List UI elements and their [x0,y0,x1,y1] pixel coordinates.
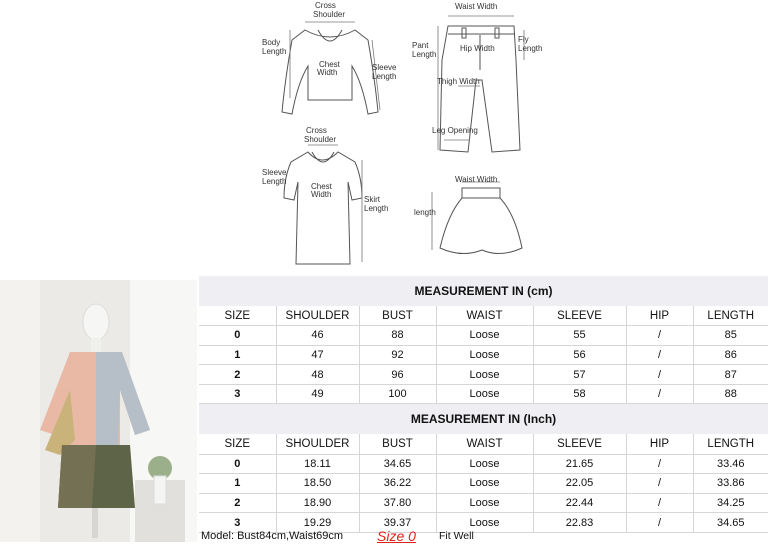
pants-thigh-width-label: Thigh Width [437,77,480,86]
table-cell: 34.25 [693,493,768,513]
table-cell: Loose [436,384,533,404]
dress-sleeve-length-label-2: Length [262,177,287,186]
pants-labels [412,2,542,135]
dress-skirt-length-label-1: Skirt [364,195,380,204]
size-cell: 3 [199,513,276,533]
table-cell: Loose [436,513,533,533]
table-row [199,384,768,404]
table-cell: 18.50 [276,474,359,494]
table-cell: / [626,454,693,474]
dress-skirt-length-label-2: Length [364,204,389,213]
table-cell: 18.11 [276,454,359,474]
table-cell: 37.80 [359,493,436,513]
dress-cross-shoulder-label-2: Shoulder [304,135,337,144]
model-measurements: Model: Bust84cm,Waist69cm [201,530,344,542]
table-cell: 55 [533,326,626,346]
dress-chest-width-label-2: Width [311,190,332,199]
garment-diagrams [0,0,768,274]
table-cell: 21.65 [533,454,626,474]
dress-drawing [284,152,362,264]
header-cell: SLEEVE [533,434,626,454]
table-row [199,365,768,385]
table-cell: 58 [533,384,626,404]
table-cell: Loose [436,493,533,513]
table-row [199,474,768,494]
table-cell: 19.29 [276,513,359,533]
header-cell: SIZE [199,306,276,326]
size-cell: 3 [199,384,276,404]
table-cell: 92 [359,345,436,365]
skirt-waist-width-label: Waist Width [455,175,498,184]
table-cell: 86 [693,345,768,365]
top-sleeve-length-label-1: Sleeve [372,63,397,72]
header-cell: WAIST [436,306,533,326]
mannequin-illustration [0,280,197,542]
size-cell: 2 [199,365,276,385]
table-row [199,326,768,346]
pants-fly-length-label-1: Fly [518,35,529,44]
header-cell: BUST [359,306,436,326]
pants-length-label-2: Length [412,50,437,59]
table-cell: 47 [276,345,359,365]
table-row [199,345,768,365]
table-cell: 48 [276,365,359,385]
pants-waist-width-label: Waist Width [455,2,498,11]
table-cell: 22.83 [533,513,626,533]
size-tables [199,276,768,533]
model-footer [199,526,768,548]
table-cell: / [626,493,693,513]
dress-chest-width-label-1: Chest [311,182,332,191]
table-cell: 34.65 [693,513,768,533]
skirt-drawing [440,188,522,254]
table-cell: 22.05 [533,474,626,494]
inch-size-table [199,434,768,532]
pants-leg-opening-label: Leg Opening [432,126,478,135]
table-cell: 18.90 [276,493,359,513]
size-cell: 0 [199,326,276,346]
table-cell: / [626,474,693,494]
top-chest-width-label-1: Chest [319,60,340,69]
header-cell: SHOULDER [276,306,359,326]
model-size: Size 0 [377,528,416,544]
cm-size-table [199,306,768,404]
cm-table-title: MEASUREMENT IN (cm) [199,276,768,306]
table-cell: 36.22 [359,474,436,494]
table-cell: 85 [693,326,768,346]
fit-note: Fit Well [439,530,474,542]
table-cell: 88 [359,326,436,346]
table-cell: / [626,365,693,385]
table-cell: Loose [436,326,533,346]
dress-cross-shoulder-label-1: Cross [306,126,327,135]
size-cell: 0 [199,454,276,474]
pants-hip-width-label: Hip Width [460,44,495,53]
table-cell: / [626,513,693,533]
table-cell: 22.44 [533,493,626,513]
table-cell: 88 [693,384,768,404]
table-cell: 34.65 [359,454,436,474]
header-cell: SLEEVE [533,306,626,326]
table-cell: 49 [276,384,359,404]
top-body-length-label-2: Length [262,47,287,56]
table-cell: / [626,345,693,365]
top-chest-width-label-2: Width [317,68,338,77]
table-cell: 100 [359,384,436,404]
size-cell: 2 [199,493,276,513]
pants-length-label-1: Pant [412,41,429,50]
table-row [199,493,768,513]
header-cell: WAIST [436,434,533,454]
table-cell: 46 [276,326,359,346]
dress-sleeve-length-label-1: Sleeve [262,168,287,177]
table-cell: 39.37 [359,513,436,533]
skirt-length-label: length [414,208,436,217]
pants-fly-length-label-2: Length [518,44,543,53]
table-cell: 33.46 [693,454,768,474]
table-cell: 96 [359,365,436,385]
top-sleeve-length-label-2: Length [372,72,397,81]
size-cell: 1 [199,474,276,494]
table-cell: / [626,326,693,346]
table-cell: 87 [693,365,768,385]
table-cell: Loose [436,474,533,494]
product-photo [0,280,197,542]
table-cell: Loose [436,345,533,365]
header-cell: LENGTH [693,434,768,454]
top-cross-shoulder-label-1: Cross [315,1,336,10]
header-cell: SIZE [199,434,276,454]
inch-table-title: MEASUREMENT IN (Inch) [199,404,768,434]
table-header-row [199,434,768,454]
header-cell: HIP [626,306,693,326]
table-cell: 57 [533,365,626,385]
size-cell: 1 [199,345,276,365]
table-row [199,454,768,474]
header-cell: LENGTH [693,306,768,326]
table-cell: / [626,384,693,404]
table-cell: 33.86 [693,474,768,494]
skirt-labels [414,175,497,217]
table-cell: Loose [436,365,533,385]
dress-labels [262,126,388,213]
table-cell: 56 [533,345,626,365]
header-cell: BUST [359,434,436,454]
header-cell: HIP [626,434,693,454]
measurement-diagram [0,0,768,274]
top-body-length-label-1: Body [262,38,281,47]
header-cell: SHOULDER [276,434,359,454]
top-cross-shoulder-label-2: Shoulder [313,10,346,19]
table-cell: Loose [436,454,533,474]
table-header-row [199,306,768,326]
